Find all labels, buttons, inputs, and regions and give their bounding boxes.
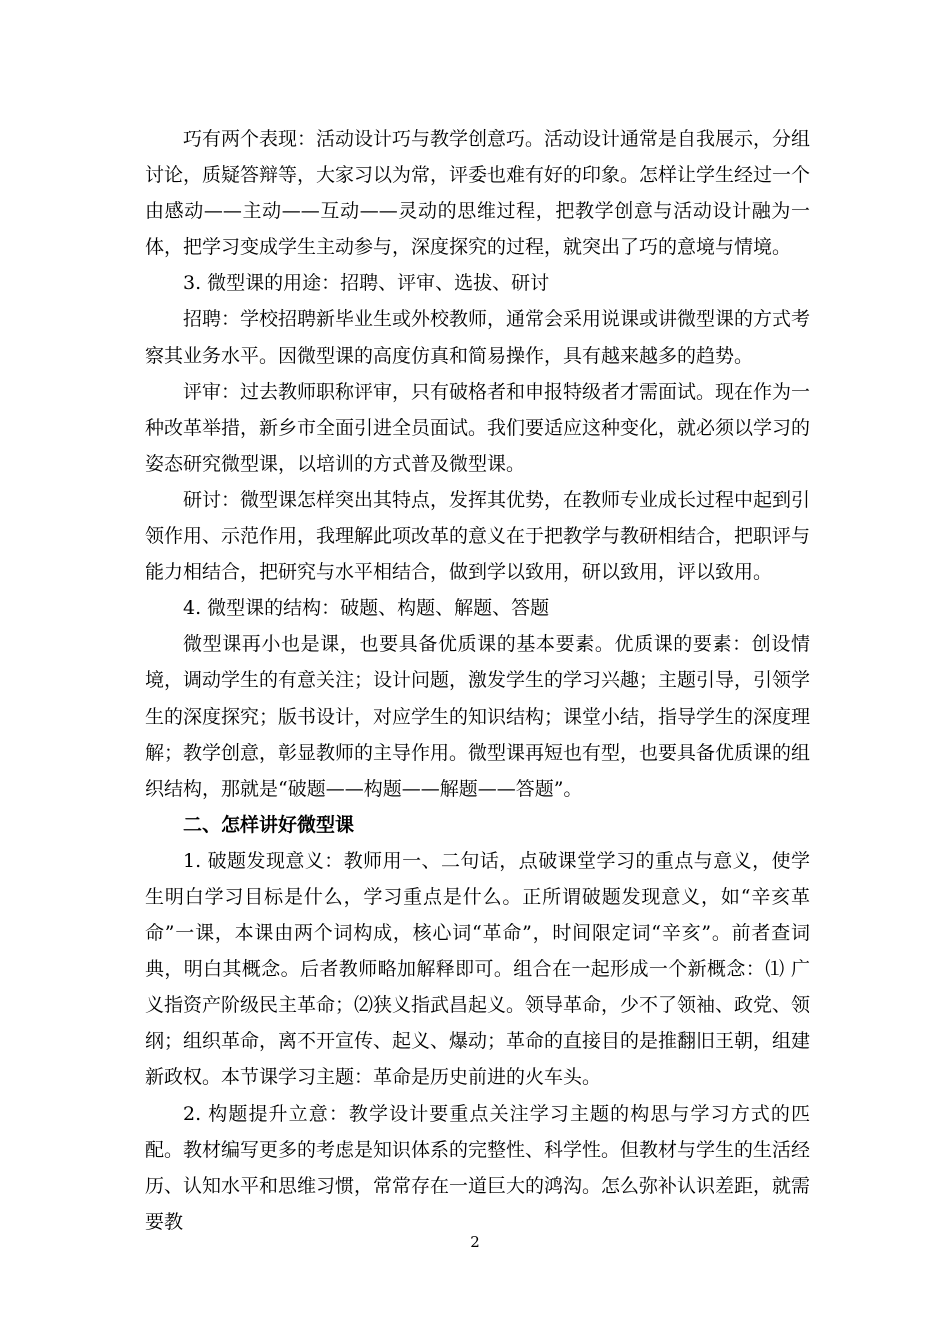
page-number: 2 [470, 1233, 480, 1251]
paragraph-skill-expression: 巧有两个表现：活动设计巧与教学创意巧。活动设计通常是自我展示，分组讨论，质疑答辩等，大家习以为常，评委也难有好的印象。怎样让学生经过一个由感动——主动——互动——灵动的思维过程，把教学创意与活动设计融为一体，把学习变成学生主动参与，深度探究的过程，就突出了巧的意境与情境。 [145, 128, 811, 259]
section-heading-uses: 3. 微型课的用途：招聘、评审、选拔、研讨 [183, 272, 550, 295]
paragraph-research: 研讨：微型课怎样突出其特点，发挥其优势，在教师专业成长过程中起到引领作用、示范作用，我理解此项改革的意义在于把教学与教研相结合，把职评与能力相结合，把研究与水平相结合，做到学以致用，研以致用，评以致用。 [145, 488, 811, 584]
section-heading-structure: 4. 微型课的结构：破题、构题、解题、答题 [183, 597, 550, 620]
paragraph-structure: 微型课再小也是课，也要具备优质课的基本要素。优质课的要素：创设情境，调动学生的有意关注；设计问题，激发学生的学习兴趣；主题引导，引领学生的深度探究；版书设计，对应学生的知识结构；课堂小结，指导学生的深度理解；教学创意，彰显教师的主导作用。微型课再短也有型，也要具备优质课的组织结构，那就是“破题——构题——解题——答题”。 [145, 633, 811, 800]
chapter-heading-how-to-teach: 二、怎样讲好微型课 [183, 813, 355, 836]
page-body [145, 121, 810, 1240]
paragraph-recruitment: 招聘：学校招聘新毕业生或外校教师，通常会采用说课或讲微型课的方式考察其业务水平。因微型课的高度仿真和简易操作，具有越来越多的趋势。 [145, 308, 811, 367]
paragraph-evaluation: 评审：过去教师职称评审，只有破格者和申报特级者才需面试。现在作为一种改革举措，新乡市全面引进全员面试。我们要适应这种变化，就必须以学习的姿态研究微型课，以培训的方式普及微型课。 [145, 380, 811, 475]
paragraph-break-topic: 1. 破题发现意义：教师用一、二句话，点破课堂学习的重点与意义，使学生明白学习目标是什么，学习重点是什么。正所谓破题发现意义，如“辛亥革命”一课，本课由两个词构成，核心词“革命”，时间限定词“辛亥”。前者查词典，明白其概念。后者教师略加解释即可。组合在一起形成一个新概念：⑴ 广义指资产阶级民主革命；⑵狭义指武昌起义。领导革命，少不了领袖、政党、领纲；组织革命，离不开宣传、起义、爆动；革命的直接目的是推翻旧王朝，组建新政权。本节课学习主题：革命是历史前进的火车头。 [145, 849, 811, 1089]
paragraph-construct-topic: 2. 构题提升立意：教学设计要重点关注学习主题的构思与学习方式的匹配。教材编写更多的考虑是知识体系的完整性、科学性。但教材与学生的生活经历、认知水平和思维习惯，常常存在一道巨大的鸿沟。怎么弥补认识差距，就需要教 [145, 1102, 811, 1233]
